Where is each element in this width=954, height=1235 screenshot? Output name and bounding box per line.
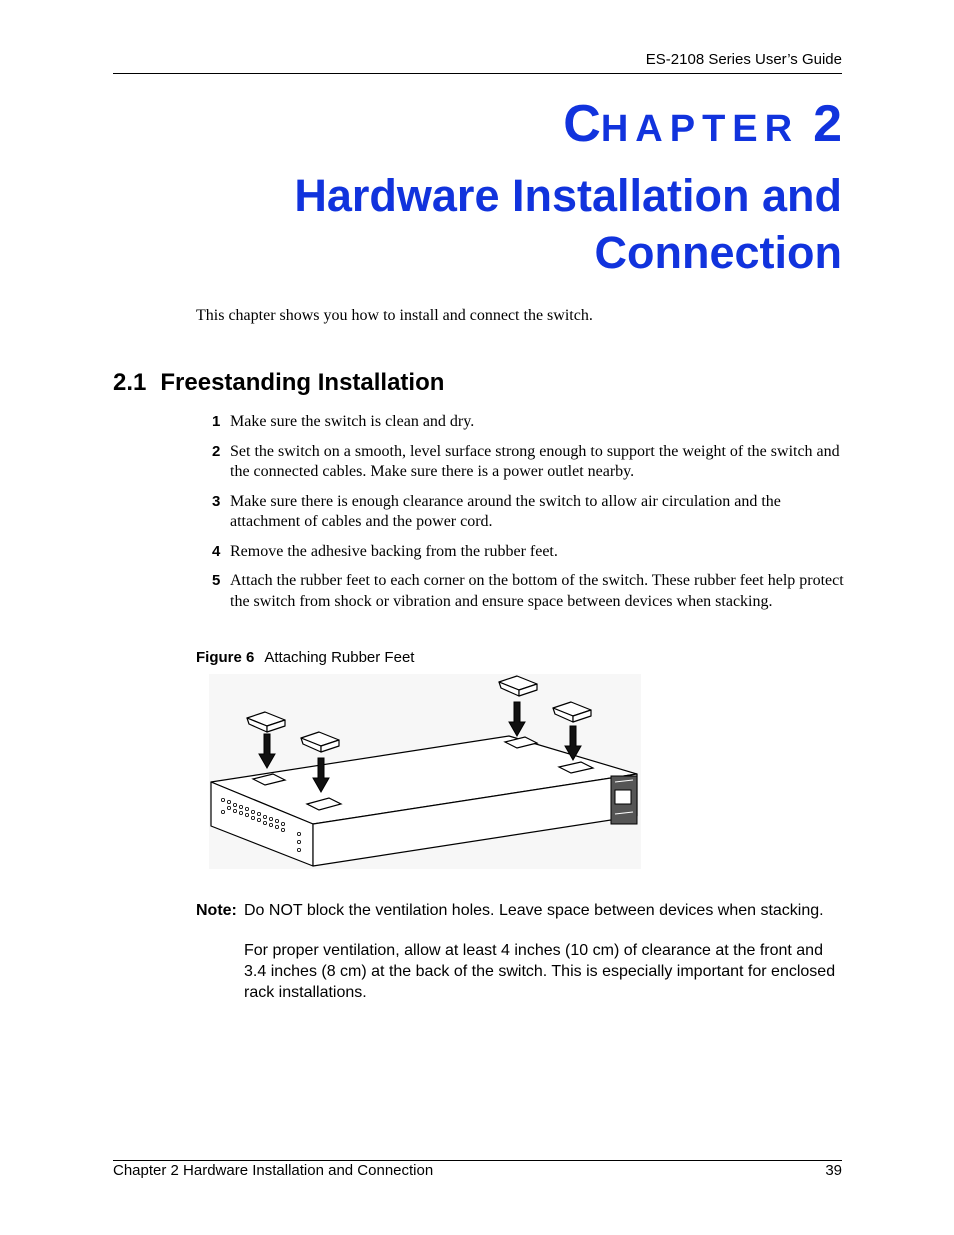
chapter-heading [563,95,842,153]
header-rule [113,73,842,74]
step-text: Remove the adhesive backing from the rubber feet. [230,542,558,560]
page-number: 39 [825,1162,842,1179]
chapter-title [142,167,842,281]
chapter-first-letter: C [563,95,601,153]
figure-caption-text: Attaching Rubber Feet [264,649,415,666]
list-item [208,492,848,533]
list-item [208,542,848,563]
section-heading [113,369,444,397]
chapter-word: HAPTER [600,108,800,150]
step-number: 5 [212,572,221,589]
list-item [208,442,848,483]
step-text: Set the switch on a smooth, level surface strong enough to support the weight of the switch and the connected cables. Make sure there is a power outlet nearby. [230,442,840,480]
section-number: 2.1 [113,369,147,396]
chapter-title-line1: Hardware Installation and [294,170,842,221]
step-number: 2 [212,442,221,460]
chapter-title-line2: Connection [594,227,842,278]
note-label: Note: [196,902,237,919]
figure-caption [196,649,414,666]
list-item [208,412,848,433]
step-number: 1 [212,413,221,430]
chapter-number: 2 [813,95,842,153]
figure-label: Figure 6 [196,649,255,666]
step-text: Make sure there is enough clearance around the switch to allow air circulation and the attachment of cables and the power cord. [230,492,781,530]
note-paragraph-2: For proper ventilation, allow at least 4 inches (10 cm) of clearance at the front and 3.4 inches (8 cm) at the back of the switch. This is especially important for enclosed rack installations. [244,942,836,1001]
note-paragraph-1: Do NOT block the ventilation holes. Leave space between devices when stacking. [244,902,824,919]
step-number: 4 [212,542,221,560]
footer-rule [113,1160,842,1161]
rubber-feet-illustration [209,674,641,869]
list-item [208,571,848,612]
intro-paragraph: This chapter shows you how to install and connect the switch. [196,307,593,324]
footer-chapter-title: Chapter 2 Hardware Installation and Connection [113,1162,434,1179]
step-number: 3 [212,492,221,510]
step-text: Make sure the switch is clean and dry. [230,413,475,430]
switch-front-panel [611,776,637,824]
steps-list [208,412,848,621]
note-block [196,900,846,1022]
running-header: ES-2108 Series User’s Guide [645,51,842,68]
section-title: Freestanding Installation [160,369,445,396]
step-text: Attach the rubber feet to each corner on the bottom of the switch. These rubber feet help protect the switch from shock or vibration and ensure space between devices when stacking. [230,572,844,610]
